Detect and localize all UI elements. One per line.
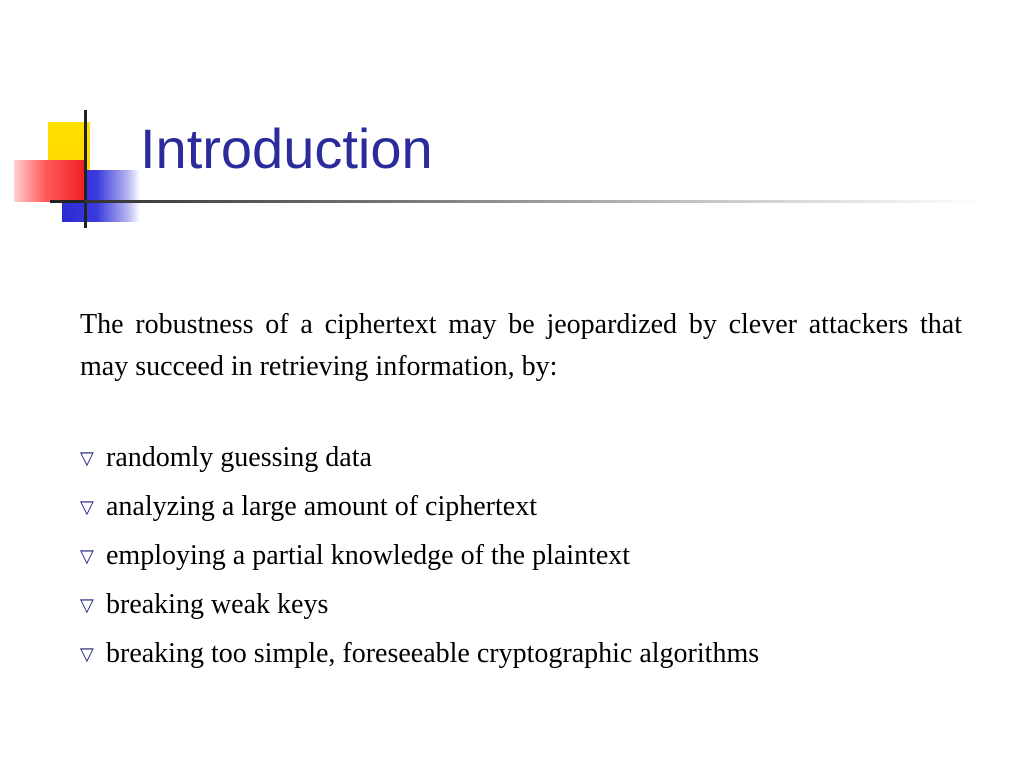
bullet-text: analyzing a large amount of ciphertext [106,490,537,522]
slide-logo-graphic [0,0,150,240]
down-triangle-outline-icon: ▽ [80,448,94,468]
down-triangle-outline-icon: ▽ [80,595,94,615]
logo-red-square [14,160,84,202]
bullet-text: breaking too simple, foreseeable cryptographic algorithms [106,637,760,669]
bullet-text: breaking weak keys [106,588,329,620]
bullet-list [80,433,980,678]
list-item [80,580,980,629]
bullet-text: employing a partial knowledge of the plaintext [106,539,631,571]
list-item [80,531,980,580]
title-underline-rule [84,200,984,203]
down-triangle-outline-icon: ▽ [80,644,94,664]
down-triangle-outline-icon: ▽ [80,546,94,566]
down-triangle-outline-icon: ▽ [80,497,94,517]
list-item [80,482,980,531]
logo-vertical-line [84,110,87,228]
bullet-text: randomly guessing data [106,441,372,473]
list-item [80,629,980,678]
list-item [80,433,980,482]
intro-paragraph: The robustness of a ciphertext may be jeopardized by clever attackers that may succeed in retrieving information, by: [80,309,962,382]
slide-title: Introduction [140,117,433,180]
